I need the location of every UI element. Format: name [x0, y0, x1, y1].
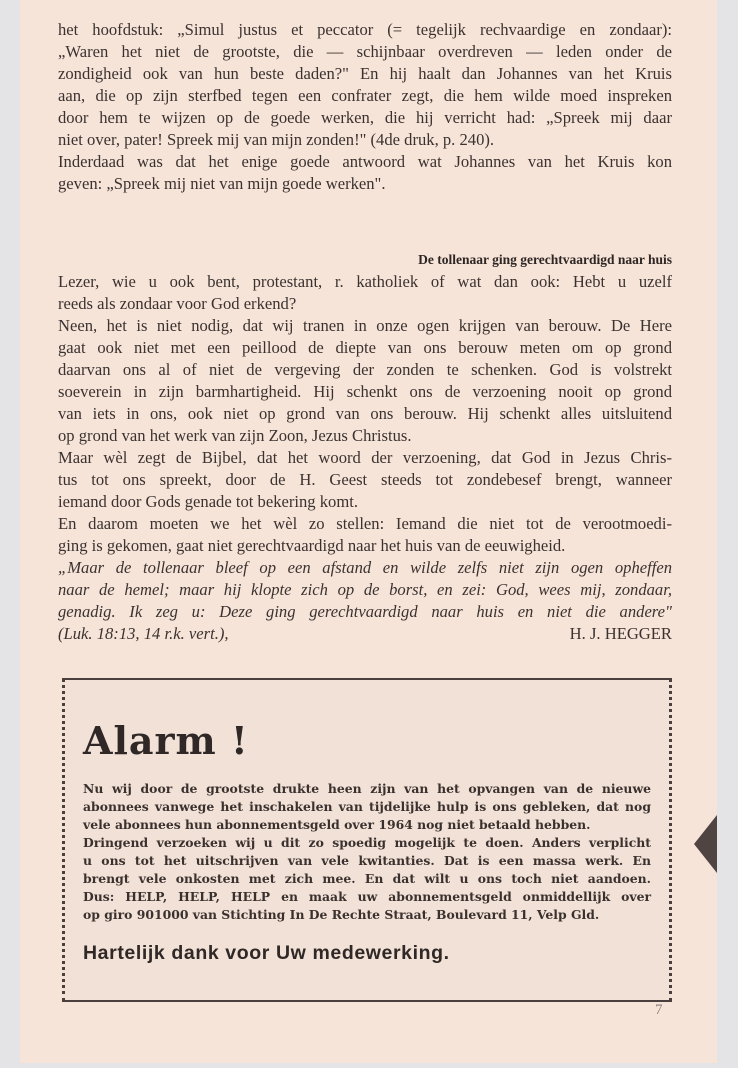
text-line: u ons tot het uitschrijven van vele kwitanties. Dat is een massa werk. En	[83, 853, 651, 868]
alarm-notice-box	[62, 678, 672, 1002]
text-line: vele abonnees hun abonnementsgeld over 1964 nog niet betaald hebben.	[83, 817, 591, 832]
text-line: Nu wij door de grootste drukte heen zijn van het opvangen van de nieuwe	[83, 781, 651, 796]
text-line: Maar wèl zegt de Bijbel, dat het woord der verzoening, dat God in Jezus Chris-	[58, 448, 672, 467]
text-line: het hoofdstuk: „Simul justus et peccator (= tegelijk rechvaardige en zondaar):	[58, 20, 672, 39]
text-line: van iets in ons, ook niet op grond van ons berouw. Hij schenkt alles uitsluitend	[58, 404, 672, 423]
text-line: daarvan ons al of niet de vergeving der zonden te schenken. God is volstrekt	[58, 360, 672, 379]
text-line: ging is gekomen, gaat niet gerechtvaardigd naar het huis van de eeuwigheid.	[58, 536, 566, 555]
text-line: En daarom moeten we het wèl zo stellen: Iemand die niet tot de verootmoedi-	[58, 514, 672, 533]
text-line: genadig. Ik zeg u: Deze ging gerechtvaardigd naar huis en niet die andere"	[58, 602, 672, 621]
text-line: door hem te wijzen op de goede werken, die hij verricht had: „Spreek mij daar	[58, 108, 672, 127]
text-line: reeds als zondaar voor God erkend?	[58, 294, 297, 313]
text-line: gaat ook niet met een peillood de diepte van ons berouw meten om op grond	[58, 338, 672, 357]
text-line: brengt vele onkosten met zich mee. En dat wilt u ons toch niet aandoen.	[83, 871, 651, 886]
notice-title: Alarm !	[83, 718, 249, 763]
article-text-bottom	[58, 249, 672, 645]
text-line: Neen, het is niet nodig, dat wij tranen in onze ogen krijgen van berouw. De Here	[58, 316, 672, 335]
article-text-top	[58, 19, 672, 195]
author-name: H. J. HEGGER	[569, 624, 672, 643]
text-line: op giro 901000 van Stichting In De Rechte Straat, Boulevard 11, Velp Gld.	[83, 907, 600, 922]
section-heading: De tollenaar ging gerechtvaardigd naar huis	[418, 252, 672, 267]
notice-body	[83, 780, 651, 924]
text-line: naar de hemel; maar hij klopte zich op de borst, en zei: God, wees mij, zondaar,	[58, 580, 672, 599]
quote-reference: (Luk. 18:13, 14 r.k. vert.),	[58, 624, 229, 643]
page-turn-arrow-icon[interactable]	[694, 815, 717, 873]
text-line: Dus: HELP, HELP, HELP en maak uw abonnementsgeld onmiddellijk over	[83, 889, 651, 904]
text-line: iemand door Gods genade tot bekering komt.	[58, 492, 359, 511]
notice-thanks: Hartelijk dank voor Uw medewerking.	[83, 942, 450, 964]
text-line: niet over, pater! Spreek mij van mijn zonden!" (4de druk, p. 240).	[58, 130, 495, 149]
text-line: Dringend verzoeken wij u dit zo spoedig mogelijk te doen. Anders verplicht	[83, 835, 651, 850]
text-line: abonnees vanwege het inschakelen van tijdelijke hulp is ons gebleken, dat nog	[83, 799, 651, 814]
text-line: soeverein in zijn barmhartigheid. Hij schenkt ons de verzoening nooit op grond	[58, 382, 672, 401]
text-line: tus tot ons spreekt, door de H. Geest steeds tot zondebesef brengt, wanneer	[58, 470, 672, 489]
text-line: Inderdaad was dat het enige goede antwoord wat Johannes van het Kruis kon	[58, 152, 672, 171]
page-number: 7	[655, 1002, 663, 1018]
text-line: op grond van het werk van zijn Zoon, Jezus Christus.	[58, 426, 412, 445]
text-line: Lezer, wie u ook bent, protestant, r. katholiek of wat dan ook: Hebt u uzelf	[58, 272, 672, 291]
text-line: geven: „Spreek mij niet van mijn goede werken".	[58, 174, 386, 193]
text-line: „Waren het niet de grootste, die — schijnbaar overdreven — leden onder de	[58, 42, 672, 61]
text-line: zondigheid ook van hun beste daden?" En hij haalt dan Johannes van het Kruis	[58, 64, 672, 83]
text-line: aan, die op zijn sterfbed tegen een confrater zegt, die hem wilde moed inspreken	[58, 86, 672, 105]
text-line: „Maar de tollenaar bleef op een afstand en wilde zelfs niet zijn ogen opheffen	[58, 558, 672, 577]
